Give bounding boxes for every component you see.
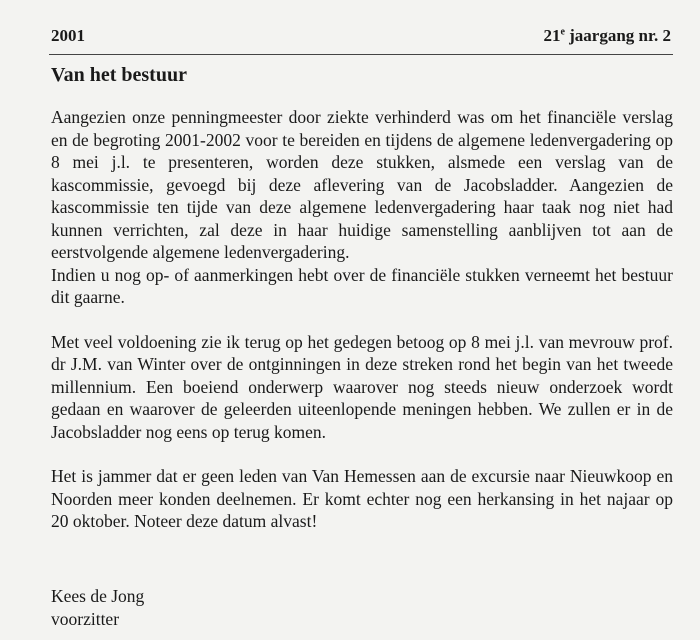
header-year: 2001 <box>51 26 85 45</box>
article-body <box>51 106 673 533</box>
signature-role: voorzitter <box>51 608 120 629</box>
signature <box>51 585 144 630</box>
paragraph-3: Met veel voldoening zie ik terug op het gedegen betoog op 8 mei j.l. van mevrouw prof. dr J.M. van Winter over de ontginningen in deze streken rond het begin van het tweede millennium. Een boeiend onderwerp waarover nog steeds nieuw onderzoek wordt gedaan en waarover de geleerden uiteenlopende meningen hebben. We zullen er in de Jacobsladder nog eens op terug komen. <box>51 331 673 442</box>
header-volume-suffix: e <box>560 26 565 38</box>
header-volume-number: 21 <box>543 26 561 45</box>
article-title: Van het bestuur <box>51 64 187 86</box>
header-rule <box>49 54 673 55</box>
paragraph-4: Het is jammer dat er geen leden van Van Hemessen aan de excursie naar Nieuwkoop en Noorden meer konden deelnemen. Er komt echter nog een herkansing in het najaar op 20 oktober. Noteer deze datum alvast! <box>51 466 673 531</box>
header-volume-rest: jaargang nr. 2 <box>564 26 671 45</box>
paragraph-2: Indien u nog op- of aanmerkingen hebt over de financiële stukken verneemt het bestuur dit gaarne. <box>51 264 673 307</box>
paragraph-1: Aangezien onze penningmeester door ziekte verhinderd was om het financiële verslag en de begroting 2001-2002 voor te bereiden en tijdens de algemene ledenvergadering op 8 mei j.l. te presenteren, worden deze stukken, alsmede een verslag van de kascommissie, gevoegd bij deze aflevering van de Jacobsladder. Aangezien de kascommissie ten tijde van deze algemene ledenvergadering haar taak nog niet had kunnen verrichten, zal deze in haar huidige samenstelling aanblijven tot aan de eerstvolgende algemene ledenvergadering. <box>51 107 673 262</box>
header-volume <box>543 26 671 46</box>
page-header <box>51 26 671 50</box>
signature-name: Kees de Jong <box>51 586 145 606</box>
